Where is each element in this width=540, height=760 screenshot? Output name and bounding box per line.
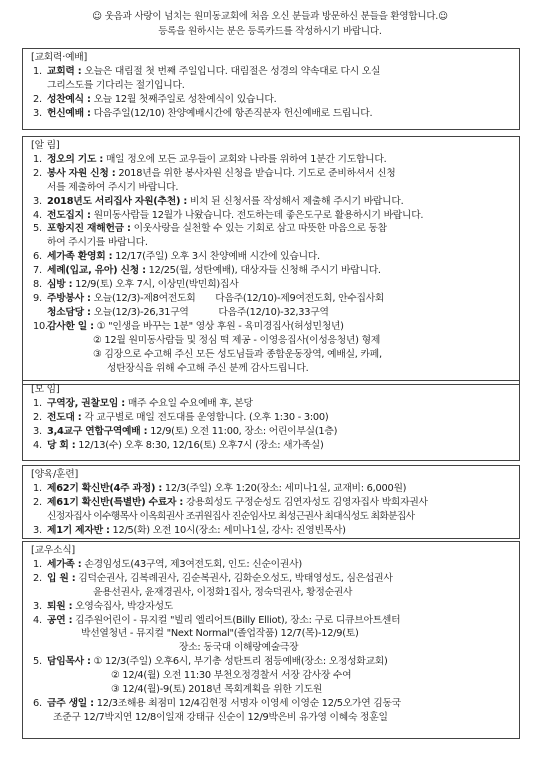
list-item (29, 264, 513, 278)
item-label: 제61기 확신반(특별반) 수료자 : (47, 496, 184, 508)
item-continuation: 하여 주시기를 바랍니다. (47, 237, 148, 249)
item-text: ① 12/3(주일) 오후6시, 부기총 성탄트리 점등예배(장소: 오정성화교회) (93, 656, 388, 668)
item-label: 담임목사 : (47, 656, 91, 668)
list-item (29, 524, 513, 538)
item-label: 헌신예배 : (47, 107, 91, 119)
cleaning-label: 청소담당 : (47, 306, 91, 318)
list-item (29, 195, 513, 209)
list-item (29, 278, 513, 292)
item-number: 1. (33, 397, 42, 409)
list-item (29, 655, 513, 669)
kitchen-next: 다음주(12/10)-제9여전도회, 안수집사회 (215, 292, 385, 304)
item-number: 7. (33, 265, 42, 277)
item-continuation: 윤용선권사, 윤재경권사, 이정화1집사, 정숙덕권사, 황정순권사 (93, 586, 353, 598)
list-item (29, 250, 513, 264)
item-label: 봉사 자원 신청 : (47, 167, 116, 179)
list-item (29, 65, 513, 79)
list-item (29, 292, 513, 306)
item-number: 9. (33, 292, 42, 304)
section-title: [교우소식] (31, 545, 75, 556)
item-label: 세례(입교, 유아) 신청 : (47, 265, 146, 277)
item-label: 교회력 : (47, 65, 82, 77)
item-number: 4. (33, 614, 42, 626)
item-number: 3. (33, 425, 42, 437)
item-continuation: 박선열청년 - 뮤지컬 "Next Normal"(졸업작품) 12/7(목)-12/9(토) (81, 628, 359, 640)
item-label: 공연 : (47, 614, 73, 626)
item-continuation: 서를 제출하여 주시기 바랍니다. (47, 181, 179, 193)
item-number: 2. (33, 496, 42, 508)
item-number: 3. (33, 107, 42, 119)
item-text: 12/25(월, 성탄예배), 대상자들 신청해 주시기 바랍니다. (148, 265, 381, 277)
item-continuation: 신정자집사 이수행목사 이옥희권사 조귀원집사 진순임사모 최성근권사 최대식성도 최화분집사 (47, 510, 415, 522)
list-item (29, 425, 513, 439)
item-number: 1. (33, 558, 42, 570)
list-item (29, 153, 513, 167)
list-item (29, 167, 513, 181)
item-number: 3. (33, 600, 42, 612)
section-training (22, 465, 520, 539)
list-item (29, 411, 513, 425)
item-continuation: 장소: 동국대 이해랑예술극장 (179, 642, 299, 654)
item-number: 6. (33, 251, 42, 263)
item-text: 12/9(토) 오후 7시, 이상민(박민희)집사 (75, 279, 239, 291)
item-number: 2. (33, 411, 42, 423)
item-label: 구역장, 권찰모임 : (47, 397, 125, 409)
item-label: 세가족 : (47, 558, 82, 570)
list-item (29, 697, 513, 711)
item-text: 오늘 12월 첫째주일로 성찬예식이 있습니다. (93, 93, 277, 105)
welcome-line: ☺ 웃음과 사랑이 넘치는 원미동교회에 처음 오신 분들과 방문하신 분들을 환영합니다.☺ (92, 11, 448, 22)
item-text: 12/9(토) 오전 11:00, 장소: 어린이부실(1층) (150, 425, 338, 437)
section-title: [교회력·예배] (31, 52, 88, 63)
list-item (29, 222, 513, 236)
item-label: 감사한 일 : (47, 320, 94, 332)
item-text: 매주 수요일 수요예배 후, 본당 (127, 397, 253, 409)
kitchen-label: 주방봉사 : (47, 292, 91, 304)
item-label: 제1기 제자반 : (47, 524, 110, 536)
item-label: 세가족 환영회 : (47, 251, 113, 263)
list-item (29, 397, 513, 411)
item-label: 정오의 기도 : (47, 153, 104, 165)
item-number: 2. (33, 93, 42, 105)
item-text: 12/13(수) 오후 8:30, 12/16(토) 오후7시 (장소: 새가족실) (78, 439, 324, 451)
section-title: [양육/훈련] (31, 469, 79, 480)
list-item (29, 600, 513, 614)
list-item (29, 572, 513, 586)
item-label: 심방 : (47, 279, 73, 291)
list-item (29, 439, 513, 453)
item-number: 5. (33, 656, 42, 668)
item-number: 4. (33, 209, 42, 221)
section-notices (22, 136, 520, 385)
item-text: 12/5(화) 오전 10시(장소: 세미나1실, 강사: 진영빈목사) (112, 524, 346, 536)
item-label: 제62기 확신반(4주 과정) : (47, 482, 163, 494)
item-text: 매일 정오에 모든 교우들이 교회와 나라를 위하여 1분간 기도합니다. (105, 153, 387, 165)
item-label: 전도집지 : (47, 209, 91, 221)
kitchen-today: 오늘(12/3)-제8여전도회 (93, 292, 196, 304)
list-item (29, 209, 513, 223)
item-text: 강용희성도 구정순성도 김연자성도 김영자집사 박희자권사 (185, 496, 428, 508)
item-text: 손경임성도(43구역, 제3여전도회, 인도: 신순이권사) (84, 558, 302, 570)
list-item (29, 93, 513, 107)
item-text: 다음주일(12/10) 찬양예배시간에 항존직분자 헌신예배로 드립니다. (93, 107, 373, 119)
item-number: 3. (33, 524, 42, 536)
cleaning-today: 오늘(12/3)-26,31구역 (93, 306, 189, 318)
item-label: 금주 생일 : (47, 697, 94, 709)
item-label: 3,4교구 연합구역예배 : (47, 425, 148, 437)
item-continuation: 그리스도를 기다리는 절기입니다. (47, 79, 185, 91)
item-continuation: 조준구 12/7박지연 12/8이일재 강태규 신순이 12/9박은비 유가영 이혜숙 정훈일 (53, 711, 388, 723)
item-number: 3. (33, 195, 42, 207)
item-number: 2. (33, 572, 42, 584)
item-label: 퇴원 : (47, 600, 73, 612)
item-label: 당 회 : (47, 439, 76, 451)
list-item (29, 107, 513, 121)
item-text: 김주원어린이 - 뮤지컬 "빌리 엘리어트(Billy Elliot), 장소: 구로 디큐브아트센터 (75, 614, 401, 626)
list-item (29, 320, 513, 334)
item-continuation: ② 12/4(월) 오전 11:30 부천오정경찰서 서장 감사장 수여 (111, 670, 352, 682)
item-label: 2018년도 서리집사 자원(추천) : (47, 195, 188, 207)
item-number: 4. (33, 439, 42, 451)
list-item (29, 558, 513, 572)
section-meetings (22, 380, 520, 461)
item-number: 1. (33, 482, 42, 494)
item-label: 포항지진 재해헌금 : (47, 223, 131, 235)
list-item (29, 496, 513, 510)
item-text: ① "인생을 바꾸는 1분" 영상 후원 - 육미경집사(허성민청년) (96, 320, 344, 332)
list-item (29, 614, 513, 628)
item-text: 12/3조해용 최점미 12/4김현정 서명자 이영세 이영순 12/5오가연 김동국 (96, 697, 401, 709)
item-number: 1. (33, 65, 42, 77)
item-text: 오영숙집사, 박강자성도 (75, 600, 174, 612)
list-item (29, 306, 513, 320)
item-continuation: ③ 김장으로 수고해 주신 모든 성도님들과 종합운동장역, 예배실, 카페, (93, 348, 382, 360)
section-worship (22, 48, 520, 130)
item-text: 12/3(주일) 오후 1:20(장소: 세미나1실, 교재비: 6,000원) (164, 482, 407, 494)
list-item (29, 482, 513, 496)
item-text: 각 교구별로 매일 전도대를 운영합니다. (오후 1:30 - 3:00) (84, 411, 329, 423)
item-label: 입 원 : (47, 572, 76, 584)
item-continuation: 성탄장식을 위해 수고해 주신 분께 감사드립니다. (107, 362, 309, 374)
item-text: 이웃사랑을 실천할 수 있는 기회로 삼고 따뜻한 마음으로 동참 (133, 223, 387, 235)
cleaning-next: 다음주(12/10)-32,33구역 (218, 306, 329, 318)
item-number: 2. (33, 167, 42, 179)
item-number: 8. (33, 279, 42, 291)
registration-line: 등록을 원하시는 분은 등록카드를 작성하시기 바랍니다. (158, 26, 382, 37)
item-label: 전도대 : (47, 411, 82, 423)
item-number: 5. (33, 223, 42, 235)
section-news (22, 541, 520, 739)
item-text: 2018년을 위한 봉사자원 신청을 받습니다. 기도로 준비하셔서 신청 (118, 167, 396, 179)
item-text: 오늘은 대림절 첫 번째 주일입니다. 대림절은 성경의 약속대로 다시 오실 (84, 65, 381, 77)
item-text: 비치 된 신청서를 작성해서 제출해 주시기 바랍니다. (189, 195, 404, 207)
section-title: [알 림] (31, 140, 60, 151)
item-text: 원미동사람들 12월가 나왔습니다. 전도하는데 좋은도구로 활용하시기 바랍니다. (93, 209, 424, 221)
item-continuation: ② 12월 원미동사람들 및 정심 떡 제공 - 이영응집사(이성응청년) 형제 (93, 334, 381, 346)
item-text: 12/17(주일) 오후 3시 찬양예배 시간에 있습니다. (115, 251, 320, 263)
item-continuation: ③ 12/4(월)-9(토) 2018년 목회계획을 위한 기도원 (111, 684, 323, 696)
section-title: [모 임] (31, 384, 60, 395)
item-number: 1. (33, 153, 42, 165)
item-number: 6. (33, 697, 42, 709)
item-text: 김덕순권사, 김복례권사, 김순복권사, 김화순오성도, 박태영성도, 심은섭권사 (78, 572, 393, 584)
item-number: 10. (33, 320, 48, 332)
item-label: 성찬예식 : (47, 93, 91, 105)
